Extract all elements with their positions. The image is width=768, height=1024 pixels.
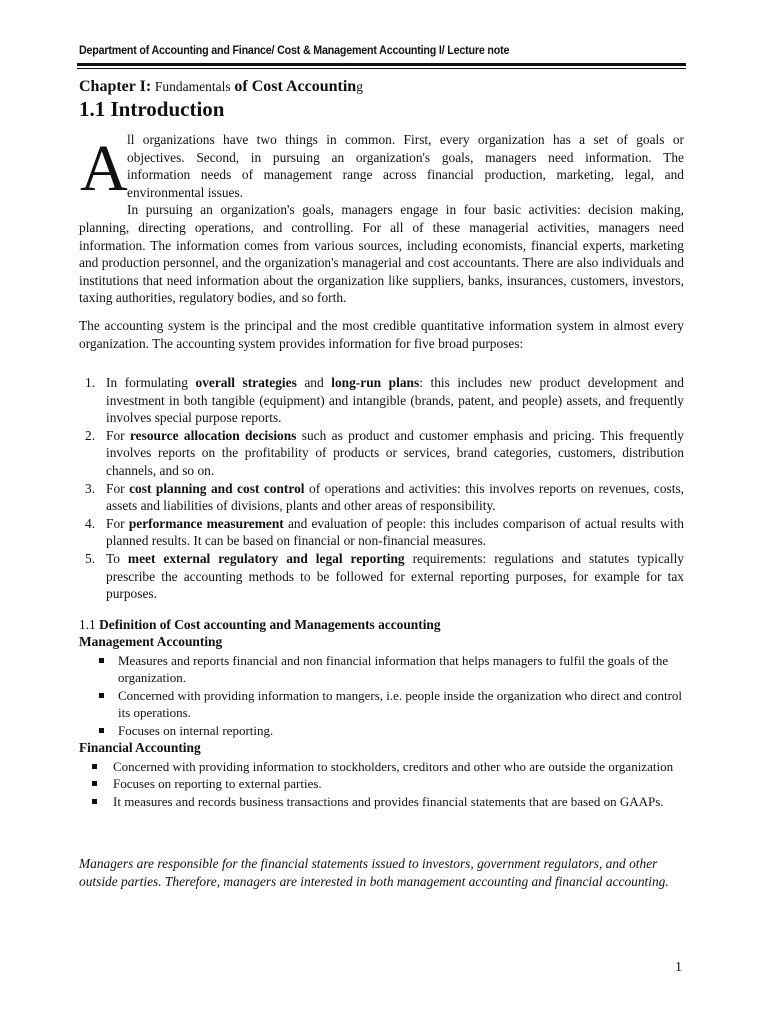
- chapter-title-part3: g: [356, 79, 363, 94]
- square-bullet-icon: [92, 781, 97, 786]
- intro-para1-line: ll organizations have two things in common. First, every organization has a set of goals or: [127, 132, 684, 147]
- purpose-item: [79, 427, 684, 480]
- chapter-title-part2: of Cost Accountin: [234, 78, 357, 95]
- purpose-item: [79, 480, 684, 515]
- management-accounting-heading: Management Accounting: [79, 634, 223, 649]
- purpose-number: 1.: [85, 375, 96, 390]
- bullet-item: [97, 652, 687, 687]
- purpose-item: [79, 550, 684, 603]
- purpose-text: : this includes new product development and investment in both tangible (equipment) and intangible (brands, patent, and people) assets, and frequently involves special purpose reports.: [106, 375, 684, 426]
- purpose-text: To: [106, 550, 128, 566]
- purpose-text: requirements: regulations and statutes typically prescribe the accounting methods to be followed for external reporting purposes, for example for tax purposes.: [106, 550, 684, 602]
- intro-para2-text: In pursuing an organization's goals, managers engage in four basic activities: decision making, planning, directing operations, and controlling. For all of these managerial activities, managers need information. The information comes from various sources, including economists, financial experts, marketing and production personnel, and the organization's managerial and cost accountants. There are also individuals and institutions that need information about the organization like suppliers, banks, insurances, customers, investors, taxing authorities, regulatory bodies, and so forth.: [79, 202, 684, 306]
- closing-note: Managers are responsible for the financial statements issued to investors, government regulators, and other outside parties. Therefore, managers are interested in both management accounting and financial accounting.: [79, 856, 669, 889]
- chapter-label: Chapter I:: [79, 78, 152, 95]
- bullet-text: It measures and records business transactions and provides financial statements that are based on GAAPs.: [113, 793, 664, 809]
- bullet-text: Focuses on reporting to external parties.: [113, 776, 322, 792]
- page-number: 1: [675, 960, 682, 975]
- bullet-text: Focuses on internal reporting.: [118, 722, 274, 738]
- purpose-text: such as product and customer emphasis and pricing. This frequently involves reports on the profitability of products or services, brand categories, customers, distribution channels, and so on.: [106, 427, 685, 478]
- purpose-text: For: [106, 480, 130, 496]
- drop-cap: A: [80, 132, 128, 205]
- purpose-item: [79, 374, 684, 427]
- purpose-number: 3.: [85, 480, 96, 496]
- definitions-section-heading: Definition of Cost accounting and Managements accounting: [99, 617, 441, 632]
- purpose-text: For: [106, 427, 130, 443]
- bullet-item: [92, 775, 687, 792]
- running-header: Department of Accounting and Finance/ Cost & Management Accounting I/ Lecture note: [79, 45, 510, 57]
- square-bullet-icon: [92, 799, 97, 804]
- bullet-item: [92, 793, 687, 810]
- chapter-title-part1: Fundamentals: [154, 79, 231, 94]
- header-rule-thick: [77, 63, 686, 66]
- intro-para3: The accounting system is the principal and the most credible quantitative information system in almost every organization. The accounting system provides information for five broad purposes:: [79, 317, 684, 351]
- financial-accounting-heading: Financial Accounting: [79, 740, 201, 755]
- bullet-item: [97, 687, 687, 722]
- bullet-item: [97, 722, 687, 739]
- purpose-emphasis: resource allocation decisions: [129, 427, 297, 443]
- purpose-emphasis: cost planning and cost control: [129, 480, 305, 496]
- purpose-text: For: [106, 515, 129, 531]
- square-bullet-icon: [92, 764, 97, 769]
- financial-accounting-list: [92, 758, 687, 810]
- section-heading-introduction: 1.1 Introduction: [79, 97, 225, 121]
- intro-para1: [79, 131, 684, 205]
- definitions-section-number: 1.1: [79, 617, 96, 632]
- purpose-item: [79, 515, 684, 550]
- purpose-text: and: [296, 375, 332, 390]
- intro-para1-line: environmental issues.: [127, 184, 244, 200]
- purpose-emphasis: overall strategies: [195, 375, 297, 390]
- bullet-item: [92, 758, 687, 775]
- square-bullet-icon: [99, 693, 104, 698]
- bullet-text: Concerned with providing information to stockholders, creditors and other who are outside the organization: [113, 759, 674, 774]
- management-accounting-list: [97, 652, 687, 739]
- bullet-text: Measures and reports financial and non financial information that helps managers to fulfil the goals of the organization.: [118, 653, 669, 686]
- intro-para2: [79, 201, 684, 307]
- purpose-text: and evaluation of people: this includes comparison of actual results with planned results. It can be based on financial or non-financial measures.: [106, 515, 684, 549]
- header-rule-thin: [77, 68, 686, 69]
- intro-para1-line: objectives. Second, in pursuing an organization's goals, managers need information. The: [127, 149, 684, 165]
- purpose-number: 2.: [85, 427, 96, 443]
- bullet-text: Concerned with providing information to mangers, i.e. people inside the organization who direct and control its operations.: [118, 687, 683, 721]
- purposes-list: [79, 374, 684, 603]
- purpose-number: 5.: [85, 550, 96, 566]
- purpose-emphasis: long-run plans: [331, 375, 420, 390]
- purpose-text: In formulating: [106, 375, 196, 390]
- purpose-emphasis: meet external regulatory and legal reporting: [127, 550, 405, 566]
- square-bullet-icon: [99, 728, 104, 733]
- square-bullet-icon: [99, 658, 104, 663]
- definitions-section-title: [79, 617, 441, 633]
- intro-para1-line: information needs of management range across financial production, marketing, legal, and: [127, 167, 684, 183]
- chapter-title: [79, 78, 363, 96]
- purpose-text: of operations and activities: this involves reports on revenues, costs, assets and liabilities of divisions, plants and other areas of responsibility.: [106, 480, 685, 514]
- purpose-number: 4.: [85, 515, 96, 531]
- purpose-emphasis: performance measurement: [128, 515, 284, 531]
- introduction-paragraphs: [79, 131, 684, 352]
